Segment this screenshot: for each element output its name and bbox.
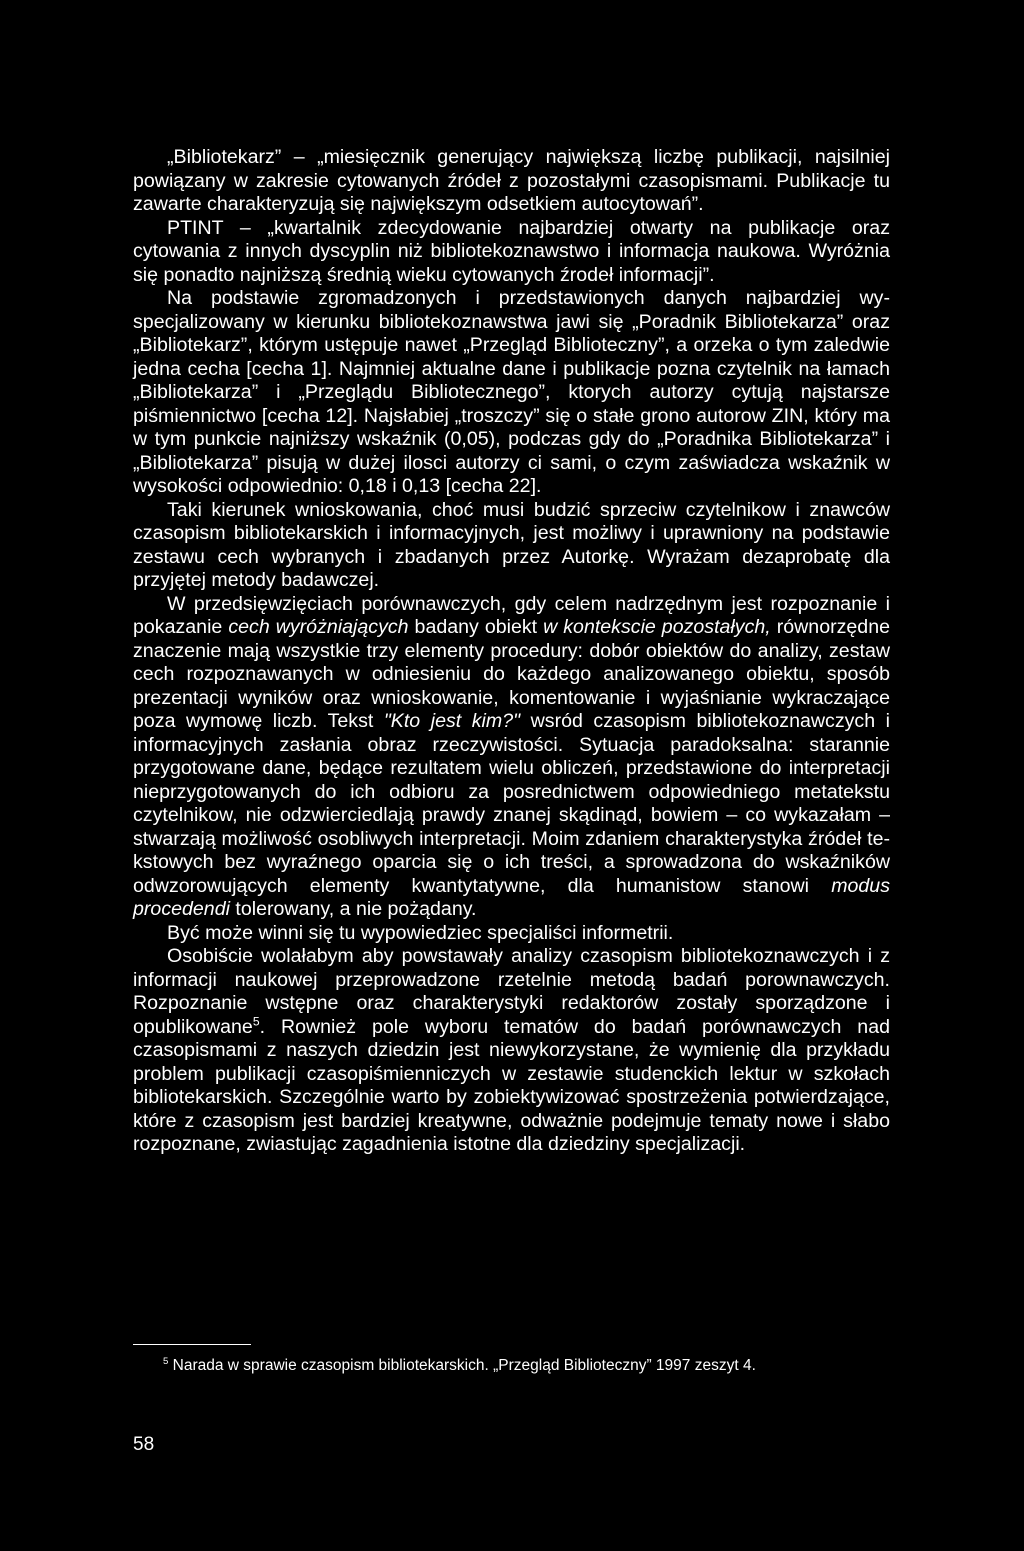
footnote bbox=[163, 1356, 903, 1376]
paragraph-bibliotekarz: „Bibliotekarz” – „miesięcznik generujący największą liczbę publikacji, najsilniej powiązany w zakresie cytowanych źródeł z pozostałymi czasopismami. Publikacje tu zawarte charakteryzują się największym odsetkiem autocytowań”. bbox=[133, 146, 890, 215]
body-text bbox=[133, 146, 890, 1157]
paragraph-analysis: Na podstawie zgromadzonych i przedstawionych danych najbardziej wyspecjalizowany w kierunku bibliotekoznawstwa jawi się „Poradnik Bibliotekarza” oraz „Bibliotekarz”, którym ustępuje nawet „Przegląd Biblioteczny”, a orzeka o tym zaledwie jedna cecha [cecha 1]. Najmniej aktualne dane i publikacje pozna czytelnik na łamach „Bibliotekarza” i „Przeglądu Bibliotecznego”, ktorych autorzy cytują najstarsze piśmiennictwo [cecha 12]. Najsłabiej „troszczy” się o stałe grono autorow ZIN, który ma w tym punkcie najniższy wskaźnik (0,05), podczas gdy do „Poradnika Bibliotekarza” i „Bibliotekarza” pisują w dużej ilosci autorzy ci sami, o czym zaświadcza wskaźnik w wysokości odpowiednio: 0,18 i 0,13 [cecha 22]. bbox=[133, 287, 890, 497]
paragraph-personal-view bbox=[133, 945, 890, 1157]
text-run: Osobiście wolałabym aby powstawały analizy czasopism bibliotekoznawczych i z informacji naukowej przeprowadzone rzetelnie metodą badań porownawczych. Rozpoznanie wstępne oraz charakterystyki redaktorów zostały sporządzone i opublikowane bbox=[133, 945, 890, 1038]
paragraph-disapproval: Taki kierunek wnioskowania, choć musi budzić sprzeciw czytelnikow i znawców czasopism bibliotekarskich i informacyjnych, jest możliwy i uprawniony na podstawie zestawu cech wybranych i zbadanych przez Autorkę. Wyrażam dezaprobatę dla przyjętej metody badawczej. bbox=[133, 498, 890, 591]
paragraph-ptint: PTINT – „kwartalnik zdecydowanie najbardziej otwarty na publikacje oraz cytowania z innych dyscyplin niż bibliotekoznawstwo i informacja naukowa. Wyróżnia się ponadto najniższą średnią wieku cytowanych źrodeł informacji”. bbox=[133, 216, 890, 286]
footnote-divider bbox=[133, 1344, 251, 1345]
text-run: . Rownież pole wyboru tematów do badań porównawczych nad czasopismami z naszych dziedzin jest niewykorzystane, że wymienię dla przykładu problem publikacji czasopiśmienniczych w zestawie studenckich lektur w szkołach bibliotekarskich. Szczególnie warto by zobiektywizować spostrzeżenia potwierdzające, które z czasopism jest bardziej kreatywne, odważnie podejmuje tematy nowe i słabo rozpoznane, zwiastując zagadnienia istotne dla dziedziny specjalizacji. bbox=[133, 1015, 890, 1155]
text-run: równorzędne znaczenie mają wszystkie trzy elementy procedury: dobór obiektów do analizy, zestaw cech rozpoznawanych w odniesieniu do każdego analizowanego obiektu, sposób prezentacji wyników oraz wnioskowanie, komentowanie i wyjaśnianie wykraczające poza wymowę liczb. Tekst bbox=[133, 616, 890, 732]
text-run: badany obiekt bbox=[408, 616, 544, 638]
italic-phrase: cech wyróżniających bbox=[228, 616, 409, 638]
page-number: 58 bbox=[133, 1434, 155, 1455]
italic-phrase: modus procedendi bbox=[133, 874, 890, 920]
paragraph-informetrics: Być może winni się tu wypowiedziec specjaliści informetrii. bbox=[167, 921, 674, 944]
italic-phrase: "Kto jest kim?" bbox=[383, 710, 521, 732]
italic-phrase: w kontekscie pozostałych, bbox=[543, 616, 771, 638]
footnote-reference: 5 bbox=[252, 1013, 260, 1028]
footnote-number: 5 bbox=[163, 1355, 169, 1367]
footnote-text: Narada w sprawie czasopism bibliotekarskich. „Przegląd Biblioteczny” 1997 zeszyt 4. bbox=[168, 1357, 756, 1374]
text-run: wsród czasopism bibliotekoznawczych i informacyjnych zasłania obraz rzeczywistości. Sytuacja paradoksalna: starannie przygotowane dane, będące rezultatem wielu obliczeń, przedstawione do interpretacji nieprzygotowanych do ich odbioru za posrednictwem odpowiedniego metatekstu czytelnikow, nie odzwierciedlają prawdy znanej skądinąd, bowiem – co wykazałam – stwarzają możliwość osobliwych interpretacji. Moim zdaniem charakterystyka źródeł tekstowych bez wyraźnego oparcia się o ich treści, a sprowadzona do wskaźników odwzorowujących elementy kwantytatywne, dla humanistow stanowi bbox=[133, 710, 890, 897]
text-run: W przedsięwzięciach porównawczych, gdy celem nadrzędnym jest rozpoznanie i pokazanie bbox=[133, 592, 890, 638]
paragraph-comparative-method bbox=[133, 593, 890, 922]
text-run: tolerowany, a nie pożądany. bbox=[229, 898, 477, 920]
